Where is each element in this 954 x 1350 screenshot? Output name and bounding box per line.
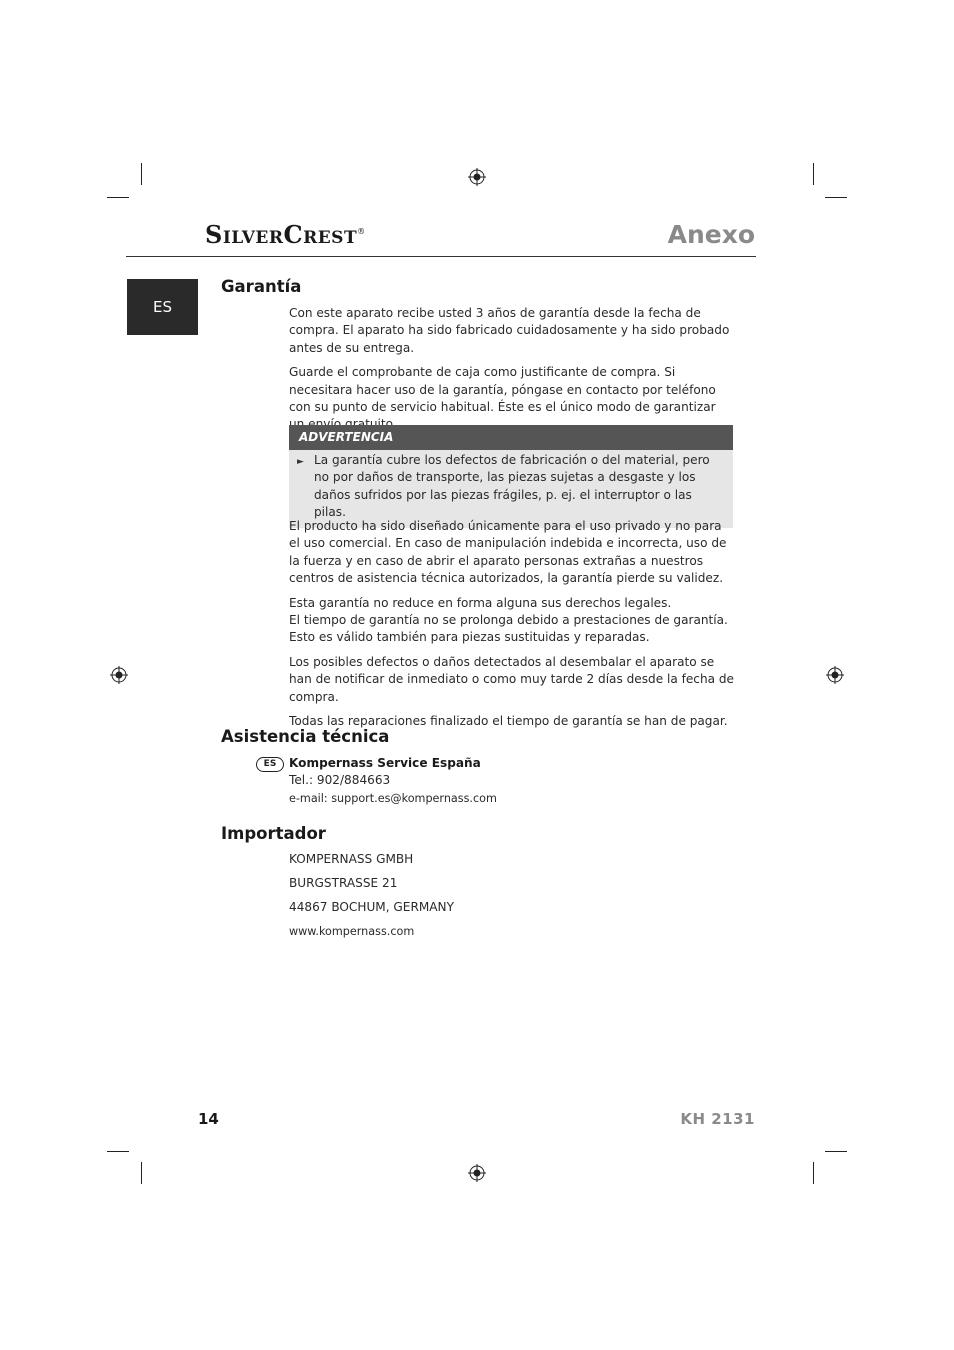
registration-mark-icon [468,168,486,186]
registration-mark-icon [110,666,128,684]
paragraph-line: El tiempo de garantía no se prolonga debido a prestaciones de garantía. [289,613,728,628]
crop-mark [813,163,814,185]
importer-company: KOMPERNASS GMBH [289,852,414,866]
service-name: Kompernass Service España [289,756,481,770]
brand-name: SilverCrest [205,220,358,249]
model-number: KH 2131 [680,1110,755,1128]
language-tab: ES [127,279,198,335]
crop-mark [141,163,142,185]
service-phone: Tel.: 902/884663 [289,773,391,787]
registration-mark-icon [468,1164,486,1182]
paragraph-line: Esta garantía no reduce en forma alguna sus derechos legales. [289,595,672,610]
warning-title: ADVERTENCIA [289,425,733,450]
crop-mark [107,1151,129,1152]
page-number: 14 [198,1110,219,1128]
importer-street: BURGSTRASSE 21 [289,876,398,890]
paragraph: Los posibles defectos o daños detectados al desembalar el aparato se han de notificar de inmediato o como muy tarde 2 días desde la fecha de compra. [289,654,734,704]
bullet-arrow-icon: ► [297,457,304,467]
paragraph: Todas las reparaciones finalizado el tiempo de garantía se han de pagar. [289,714,728,729]
paragraph [289,595,734,647]
paragraph-line: Esto es válido también para piezas sustituidas y reparadas. [289,630,650,645]
crop-mark [107,197,129,198]
crop-mark [813,1162,814,1184]
crop-mark [825,197,847,198]
page-title: Anexo [667,220,755,249]
warning-text: La garantía cubre los defectos de fabricación o del material, pero no por daños de transporte, las piezas sujetas a desgaste y los daños sufridos por las piezas frágiles, p. ej. el interruptor o las pilas. [314,453,710,520]
garantia-intro [289,305,734,441]
crop-mark [825,1151,847,1152]
country-badge: ES [256,757,284,772]
header-divider [126,256,756,257]
garantia-details [289,518,734,737]
brand-logo [205,220,366,249]
registration-mark-icon [826,666,844,684]
paragraph: Con este aparato recibe usted 3 años de garantía desde la fecha de compra. El aparato ha sido fabricado cuidadosamente y ha sido probado antes de su entrega. [289,306,730,355]
importer-website: www.kompernass.com [289,925,415,938]
crop-mark [141,1162,142,1184]
warning-box [289,425,733,528]
section-heading-importador: Importador [221,824,326,843]
importer-city: 44867 BOCHUM, GERMANY [289,900,454,914]
warning-body [289,450,733,528]
brand-registered-mark: ® [357,227,366,236]
section-heading-asistencia: Asistencia técnica [221,727,390,746]
section-heading-garantia: Garantía [221,277,302,296]
paragraph: El producto ha sido diseñado únicamente para el uso privado y no para el uso comercial. En caso de manipulación indebida e incorrecta, uso de la fuerza y en caso de abrir el aparato personas extrañas a nuestros centros de asistencia técnica autorizados, la garantía pierde su validez. [289,519,727,586]
service-email: e-mail: support.es@kompernass.com [289,792,497,805]
paragraph: Guarde el comprobante de caja como justificante de compra. Si necesitara hacer uso de la garantía, póngase en contacto por teléfono con su punto de servicio habitual. Éste es el único modo de garantizar [289,365,716,415]
